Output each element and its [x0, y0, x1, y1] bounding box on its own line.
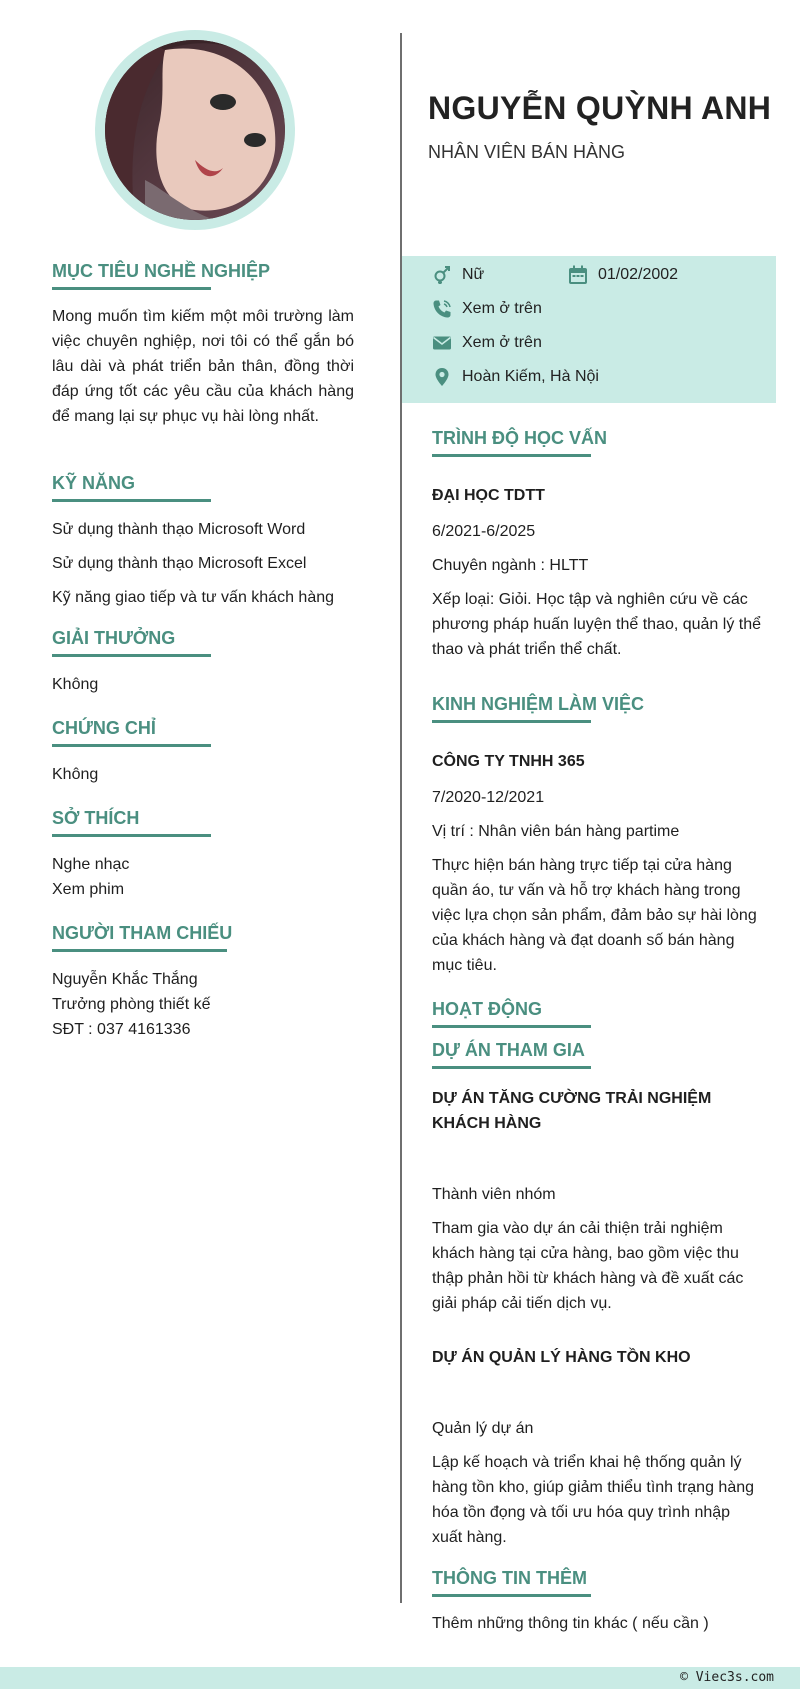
contact-email	[432, 333, 542, 353]
skills-title: KỸ NĂNG	[52, 473, 136, 493]
calendar-icon	[568, 265, 588, 285]
contact-box	[402, 256, 776, 403]
objective-text: Mong muốn tìm kiếm một môi trường làm việc chuyên nghiệp, nơi tôi có thể gắn bó lâu dài và phát triển bản thân, đồng thời đáp ứng tốt các yêu cầu của khách hàng để mang lại sự phục vụ hài lòng nhất.	[52, 308, 354, 425]
candidate-name: NGUYỄN QUỲNH ANH	[428, 90, 772, 126]
certificates-underline	[52, 744, 211, 747]
certificates-section	[52, 716, 354, 787]
project-role: Thành viên nhóm	[432, 1186, 556, 1203]
additional-underline	[432, 1594, 591, 1597]
address-value: Hoàn Kiếm, Hà Nội	[462, 368, 599, 385]
avatar	[105, 40, 285, 220]
references-title: NGƯỜI THAM CHIẾU	[52, 923, 233, 943]
projects-underline	[432, 1066, 591, 1069]
avatar-frame	[95, 30, 295, 230]
activities-title: HOẠT ĐỘNG	[432, 999, 542, 1019]
objective-title: MỤC TIÊU NGHỀ NGHIỆP	[52, 261, 271, 281]
awards-text: Không	[52, 676, 99, 693]
footer-bar	[0, 1667, 800, 1689]
contact-phone	[432, 299, 542, 319]
education-description: Xếp loại: Giỏi. Học tập và nghiên cứu về các phương pháp huấn luyện thể thao, quản lý thể thao và phát triển thể chất.	[432, 591, 762, 658]
hobby-item: Nghe nhạc	[52, 856, 130, 873]
education-underline	[432, 454, 591, 457]
hobbies-section	[52, 806, 354, 902]
contact-birthday	[568, 265, 678, 285]
reference-line: SĐT : 037 4161336	[52, 1021, 191, 1038]
experience-position: Vị trí : Nhân viên bán hàng partime	[432, 823, 680, 840]
objective-underline	[52, 287, 211, 290]
objective-section	[52, 259, 354, 429]
certificates-text: Không	[52, 766, 99, 783]
hobby-item: Xem phim	[52, 881, 125, 898]
hobbies-title: SỞ THÍCH	[52, 808, 140, 828]
project-description: Lập kế hoạch và triển khai hệ thống quản lý hàng tồn kho, giúp giảm thiểu tình trạng hàng hóa tồn đọng và tối ưu hóa quy trình nhập xuất hàng.	[432, 1454, 755, 1546]
hobbies-underline	[52, 834, 211, 837]
activities-underline	[432, 1025, 591, 1028]
reference-line: Trưởng phòng thiết kế	[52, 996, 211, 1013]
project-name: DỰ ÁN QUẢN LÝ HÀNG TỒN KHO	[432, 1349, 691, 1366]
additional-text: Thêm những thông tin khác ( nếu cần )	[432, 1615, 709, 1632]
contact-address	[432, 367, 599, 387]
additional-title: THÔNG TIN THÊM	[432, 1568, 587, 1588]
project-name: DỰ ÁN TĂNG CƯỜNG TRẢI NGHIỆM KHÁCH HÀNG	[432, 1090, 712, 1132]
projects-title: DỰ ÁN THAM GIA	[432, 1040, 585, 1060]
education-title: TRÌNH ĐỘ HỌC VẤN	[432, 428, 607, 448]
references-underline	[52, 949, 227, 952]
skills-underline	[52, 499, 211, 502]
education-major: Chuyên ngành : HLTT	[432, 557, 589, 574]
additional-section	[432, 1566, 762, 1636]
phone-icon	[432, 299, 452, 319]
experience-description: Thực hiện bán hàng trực tiếp tại cửa hàng quần áo, tư vấn và hỗ trợ khách hàng trong việc lựa chọn sản phẩm, đảm bảo sự hài lòng của khách hàng và đạt doanh số bán hàng mục tiêu.	[432, 857, 757, 974]
map-pin-icon	[432, 367, 452, 387]
skill-item: Sử dụng thành thạo Microsoft Word	[52, 521, 306, 538]
education-school: ĐẠI HỌC TDTT	[432, 487, 545, 504]
awards-section	[52, 626, 354, 697]
awards-title: GIẢI THƯỞNG	[52, 628, 176, 648]
phone-value: Xem ở trên	[462, 300, 542, 317]
skill-item: Sử dụng thành thạo Microsoft Excel	[52, 555, 307, 572]
certificates-title: CHỨNG CHỈ	[52, 718, 156, 738]
footer-watermark: © Viec3s.com	[680, 1670, 774, 1685]
experience-underline	[432, 720, 591, 723]
awards-underline	[52, 654, 211, 657]
experience-section	[432, 692, 762, 978]
candidate-job-title: NHÂN VIÊN BÁN HÀNG	[428, 142, 626, 162]
experience-company: CÔNG TY TNHH 365	[432, 753, 585, 770]
gender-icon	[432, 265, 452, 285]
activities-section	[432, 997, 762, 1028]
email-value: Xem ở trên	[462, 334, 542, 351]
project-description: Tham gia vào dự án cải thiện trải nghiệm khách hàng tại cửa hàng, bao gồm việc thu thập phản hồi từ khách hàng và đề xuất các giải pháp cải tiến dịch vụ.	[432, 1220, 744, 1312]
project-role: Quản lý dự án	[432, 1420, 534, 1437]
gender-value: Nữ	[462, 266, 485, 283]
reference-line: Nguyễn Khắc Thắng	[52, 971, 198, 988]
experience-period: 7/2020-12/2021	[432, 789, 545, 806]
contact-gender	[432, 265, 484, 285]
references-section	[52, 921, 354, 1042]
birthday-value: 01/02/2002	[598, 266, 679, 283]
education-period: 6/2021-6/2025	[432, 523, 536, 540]
skill-item: Kỹ năng giao tiếp và tư vấn khách hàng	[52, 589, 335, 606]
projects-section	[432, 1038, 762, 1550]
email-icon	[432, 333, 452, 353]
education-section	[432, 426, 762, 662]
experience-title: KINH NGHIỆM LÀM VIỆC	[432, 694, 645, 714]
skills-section	[52, 471, 354, 610]
